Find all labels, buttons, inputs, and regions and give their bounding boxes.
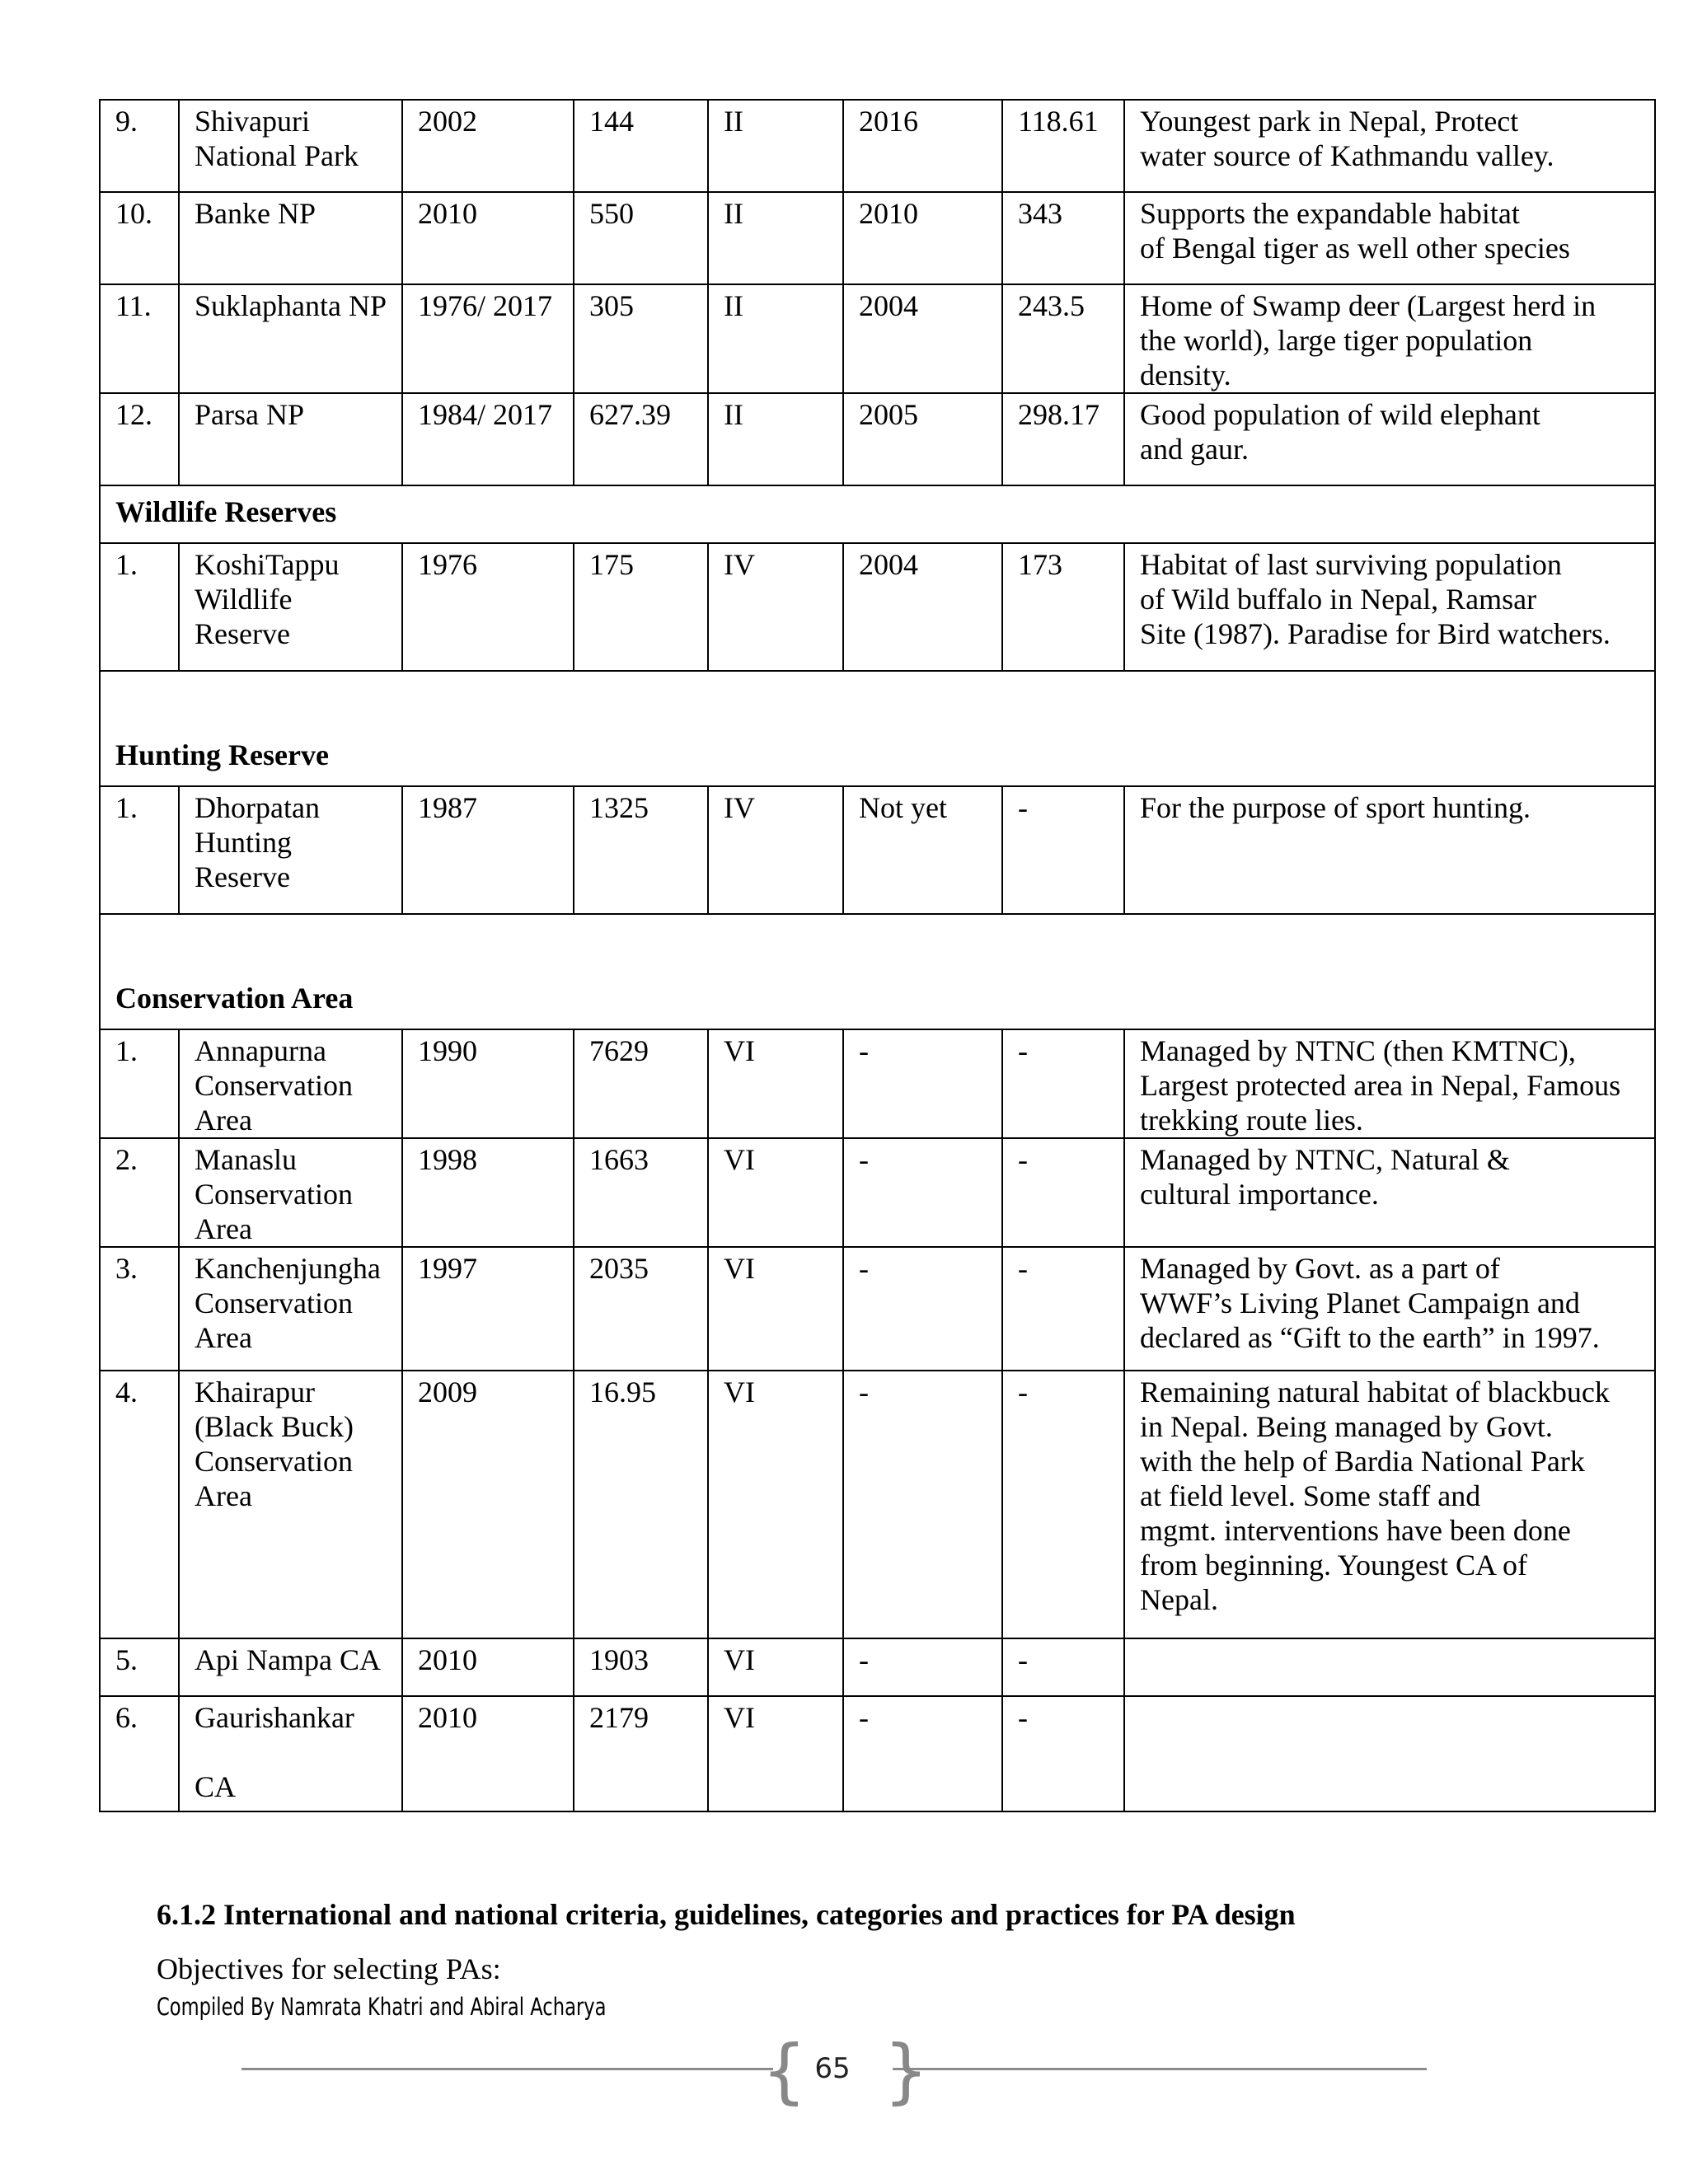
cell-name: Annapurna Conservation Area (179, 1029, 402, 1138)
cell-bz-area: - (1002, 1696, 1124, 1811)
cell-no: 1. (100, 786, 179, 914)
cell-name: Parsa NP (179, 393, 402, 485)
cell-remarks: Supports the expandable habitat of Bengal tiger as well other species (1124, 192, 1655, 284)
cell-iucn: VI (708, 1247, 843, 1371)
cell-remarks (1124, 1638, 1655, 1696)
cell-remarks: Home of Swamp deer (Largest herd in the world), large tiger population density. (1124, 284, 1655, 393)
section-title: Hunting Reserve (100, 671, 1655, 786)
cell-est: 2010 (402, 1696, 574, 1811)
cell-bz-area: - (1002, 1247, 1124, 1371)
cell-bz-year: - (843, 1247, 1002, 1371)
cell-iucn: VI (708, 1696, 843, 1811)
cell-iucn: VI (708, 1138, 843, 1247)
cell-bz-area: 118.61 (1002, 100, 1124, 192)
cell-bz-year: - (843, 1638, 1002, 1696)
cell-bz-area: 173 (1002, 543, 1124, 671)
cell-est: 2010 (402, 192, 574, 284)
cell-est: 1997 (402, 1247, 574, 1371)
table-row (100, 1371, 1655, 1638)
table-row (100, 393, 1655, 485)
cell-name: Suklaphanta NP (179, 284, 402, 393)
left-brace-icon: { (762, 2030, 807, 2112)
cell-area: 1903 (574, 1638, 708, 1696)
cell-name: Khairapur (Black Buck) Conservation Area (179, 1371, 402, 1638)
table-row (100, 1696, 1655, 1811)
cell-name: Gaurishankar CA (179, 1696, 402, 1811)
cell-name: Dhorpatan Hunting Reserve (179, 786, 402, 914)
cell-iucn: VI (708, 1029, 843, 1138)
cell-bz-area: - (1002, 1371, 1124, 1638)
cell-bz-year: - (843, 1029, 1002, 1138)
cell-no: 3. (100, 1247, 179, 1371)
objectives-text: Objectives for selecting PAs: (157, 1952, 501, 1985)
cell-iucn: VI (708, 1638, 843, 1696)
cell-no: 9. (100, 100, 179, 192)
cell-iucn: II (708, 100, 843, 192)
cell-remarks: Good population of wild elephant and gaur. (1124, 393, 1655, 485)
table-row (100, 1029, 1655, 1138)
cell-bz-area: - (1002, 1138, 1124, 1247)
cell-bz-area: - (1002, 786, 1124, 914)
cell-est: 1984/ 2017 (402, 393, 574, 485)
cell-bz-area: 243.5 (1002, 284, 1124, 393)
section-title: Wildlife Reserves (100, 485, 1655, 543)
table-row (100, 543, 1655, 671)
table-row (100, 1247, 1655, 1371)
cell-iucn: II (708, 192, 843, 284)
cell-no: 2. (100, 1138, 179, 1247)
table-row (100, 192, 1655, 284)
footer-rule-left (241, 2068, 773, 2070)
cell-est: 1987 (402, 786, 574, 914)
cell-iucn: VI (708, 1371, 843, 1638)
cell-name: KoshiTappu Wildlife Reserve (179, 543, 402, 671)
section-heading: 6.1.2 International and national criteria, guidelines, categories and practices for PA design (157, 1898, 1296, 1931)
cell-no: 10. (100, 192, 179, 284)
cell-bz-year: 2004 (843, 284, 1002, 393)
cell-remarks: For the purpose of sport hunting. (1124, 786, 1655, 914)
cell-bz-year: 2004 (843, 543, 1002, 671)
cell-no: 4. (100, 1371, 179, 1638)
cell-bz-area: 343 (1002, 192, 1124, 284)
cell-bz-year: - (843, 1138, 1002, 1247)
cell-remarks: Managed by NTNC (then KMTNC), Largest protected area in Nepal, Famous trekking route lies. (1124, 1029, 1655, 1138)
table-row (100, 100, 1655, 192)
cell-remarks (1124, 1696, 1655, 1811)
cell-bz-area: 298.17 (1002, 393, 1124, 485)
cell-bz-area: - (1002, 1638, 1124, 1696)
cell-no: 11. (100, 284, 179, 393)
section-row (100, 671, 1655, 786)
cell-remarks: Youngest park in Nepal, Protect water source of Kathmandu valley. (1124, 100, 1655, 192)
cell-iucn: II (708, 284, 843, 393)
cell-est: 2002 (402, 100, 574, 192)
cell-remarks: Managed by NTNC, Natural & cultural importance. (1124, 1138, 1655, 1247)
cell-area: 2035 (574, 1247, 708, 1371)
protected-areas-table (99, 99, 1656, 1812)
cell-no: 1. (100, 543, 179, 671)
footer-rule-right (893, 2068, 1427, 2070)
cell-area: 550 (574, 192, 708, 284)
cell-area: 1325 (574, 786, 708, 914)
table-row (100, 284, 1655, 393)
cell-iucn: IV (708, 786, 843, 914)
cell-est: 2009 (402, 1371, 574, 1638)
cell-iucn: IV (708, 543, 843, 671)
compiled-by-credit: Compiled By Namrata Khatri and Abiral Acharya (157, 1993, 607, 2021)
table-row (100, 786, 1655, 914)
cell-est: 1998 (402, 1138, 574, 1247)
cell-area: 627.39 (574, 393, 708, 485)
cell-area: 2179 (574, 1696, 708, 1811)
cell-bz-year: - (843, 1371, 1002, 1638)
cell-area: 305 (574, 284, 708, 393)
cell-no: 1. (100, 1029, 179, 1138)
table-row (100, 1638, 1655, 1696)
cell-name: Shivapuri National Park (179, 100, 402, 192)
section-row (100, 485, 1655, 543)
table-row (100, 1138, 1655, 1247)
cell-remarks: Managed by Govt. as a part of WWF’s Living Planet Campaign and declared as “Gift to the earth” in 1997. (1124, 1247, 1655, 1371)
cell-name: Kanchenjungha Conservation Area (179, 1247, 402, 1371)
cell-no: 6. (100, 1696, 179, 1811)
page-number: 65 (814, 2052, 851, 2085)
cell-est: 1976 (402, 543, 574, 671)
cell-remarks: Remaining natural habitat of blackbuck in Nepal. Being managed by Govt. with the help of Bardia National Park at field level. Some staff and mgmt. interventions have been done from beginning. Youngest CA of Nepal. (1124, 1371, 1655, 1638)
cell-no: 12. (100, 393, 179, 485)
cell-area: 144 (574, 100, 708, 192)
cell-area: 175 (574, 543, 708, 671)
right-brace-icon: } (884, 2030, 929, 2112)
cell-bz-year: 2010 (843, 192, 1002, 284)
cell-bz-area: - (1002, 1029, 1124, 1138)
cell-name: Banke NP (179, 192, 402, 284)
cell-iucn: II (708, 393, 843, 485)
cell-est: 1976/ 2017 (402, 284, 574, 393)
cell-area: 16.95 (574, 1371, 708, 1638)
cell-area: 1663 (574, 1138, 708, 1247)
section-title: Conservation Area (100, 914, 1655, 1029)
cell-est: 2010 (402, 1638, 574, 1696)
cell-remarks: Habitat of last surviving population of Wild buffalo in Nepal, Ramsar Site (1987). Paradise for Bird watchers. (1124, 543, 1655, 671)
cell-area: 7629 (574, 1029, 708, 1138)
cell-bz-year: Not yet (843, 786, 1002, 914)
cell-name: Api Nampa CA (179, 1638, 402, 1696)
cell-est: 1990 (402, 1029, 574, 1138)
cell-bz-year: 2016 (843, 100, 1002, 192)
cell-bz-year: - (843, 1696, 1002, 1811)
section-row (100, 914, 1655, 1029)
cell-name: Manaslu Conservation Area (179, 1138, 402, 1247)
cell-no: 5. (100, 1638, 179, 1696)
cell-bz-year: 2005 (843, 393, 1002, 485)
